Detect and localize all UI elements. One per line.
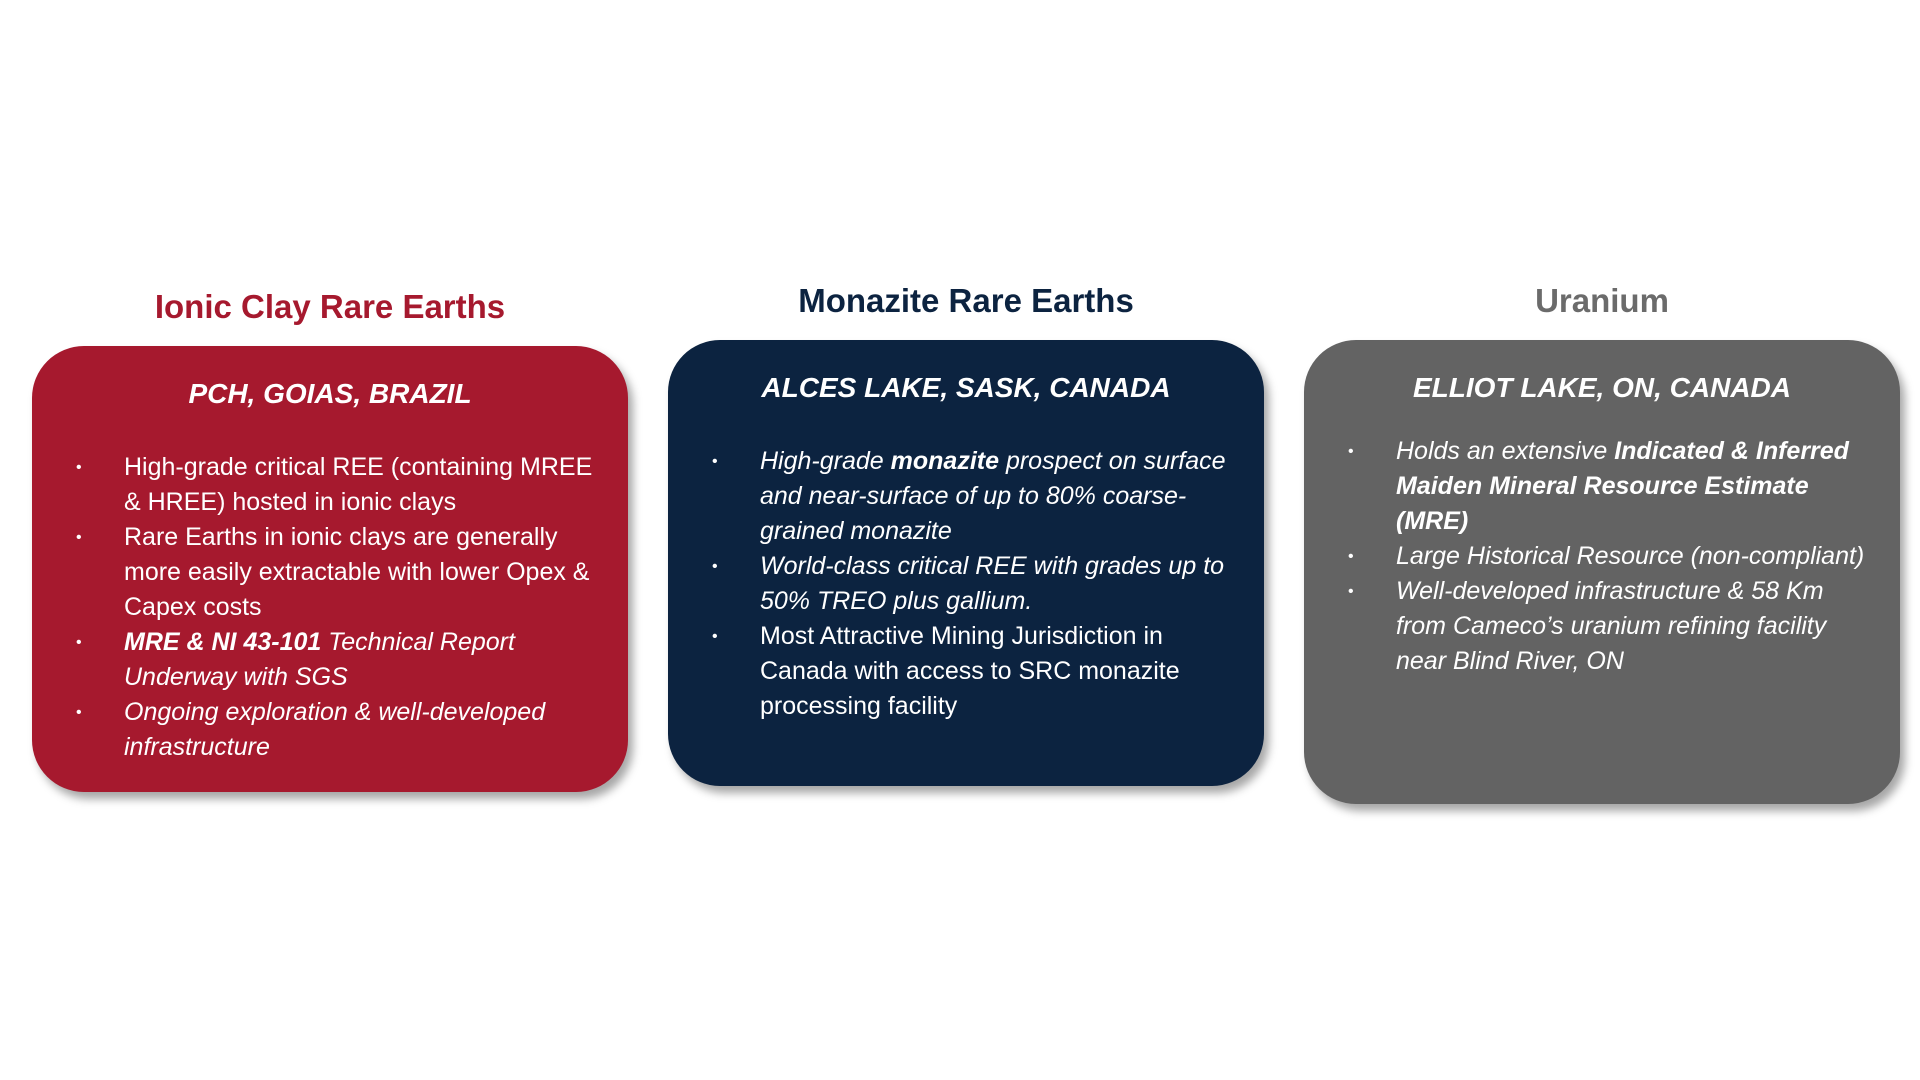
bullet-text: High-grade critical REE (containing MREE & HREE) hosted in ionic clays <box>124 453 593 516</box>
bullet-list <box>1348 434 1874 679</box>
bullet-dot-icon: • <box>76 529 82 546</box>
bullet-dot-icon: • <box>712 453 718 470</box>
bullet-dot-icon: • <box>1348 443 1354 460</box>
column-heading: Uranium <box>1535 282 1669 319</box>
bullet-text: prospect <box>999 447 1102 475</box>
bullet-dot-icon: • <box>1348 583 1354 600</box>
bullet-item <box>76 520 602 625</box>
bullet-dot-icon: • <box>76 634 82 651</box>
project-card-alces-lake <box>668 340 1264 786</box>
card-title: ALCES LAKE, SASK, CANADA <box>761 372 1171 403</box>
bullet-item <box>1348 574 1874 679</box>
bullet-list <box>76 450 602 765</box>
bullet-dot-icon: • <box>76 704 82 721</box>
bullet-text: Holds an extensive <box>1396 437 1615 465</box>
bullet-dot-icon: • <box>712 558 718 575</box>
bullet-dot-icon: • <box>1348 548 1354 565</box>
bullet-text-emphasis: Indicated & Inferred Maiden Mineral Resource Estimate (MRE) <box>1396 437 1849 535</box>
bullet-text: Large Historical Resource (non-compliant) <box>1396 542 1865 570</box>
bullet-item <box>76 695 602 765</box>
bullet-item <box>712 619 1238 724</box>
bullet-item <box>712 444 1238 549</box>
bullet-text: Rare Earths in ionic clays are generally more easily extractable with lower Opex & Capex costs <box>124 523 590 621</box>
column-heading: Monazite Rare Earths <box>798 282 1134 319</box>
bullet-item <box>1348 539 1874 574</box>
bullet-text: Technical Report Underway with SGS <box>124 628 515 691</box>
bullet-text: World-class critical REE with grades up to 50% TREO plus gallium. <box>760 552 1225 615</box>
bullet-text-emphasis: MRE & NI 43-101 <box>124 628 322 656</box>
bullet-dot-icon: • <box>76 459 82 476</box>
card-title: ELLIOT LAKE, ON, CANADA <box>1413 372 1791 403</box>
bullet-text-emphasis: monazite <box>890 447 999 475</box>
bullet-text: Most Attractive Mining Jurisdiction in Canada with access to SRC monazite processing facility <box>760 622 1180 720</box>
bullet-text: Well-developed infrastructure & 58 Km from Cameco’s uranium refining facility near Blind River, ON <box>1396 577 1827 675</box>
bullet-item <box>76 625 602 695</box>
column-heading: Ionic Clay Rare Earths <box>154 288 506 325</box>
bullet-text: High-grade <box>760 447 891 475</box>
bullet-item <box>1348 434 1874 539</box>
bullet-item <box>712 549 1238 619</box>
bullet-item <box>76 450 602 520</box>
card-title: PCH, GOIAS, BRAZIL <box>188 378 472 409</box>
bullet-dot-icon: • <box>712 628 718 645</box>
project-card-pch <box>32 346 628 792</box>
bullet-text: on surface and near-surface of up to 80% coarse-grained monazite <box>760 447 1226 545</box>
bullet-text: Ongoing exploration & well-developed infrastructure <box>124 698 546 761</box>
project-card-elliot-lake <box>1304 340 1900 804</box>
bullet-list <box>712 444 1238 724</box>
